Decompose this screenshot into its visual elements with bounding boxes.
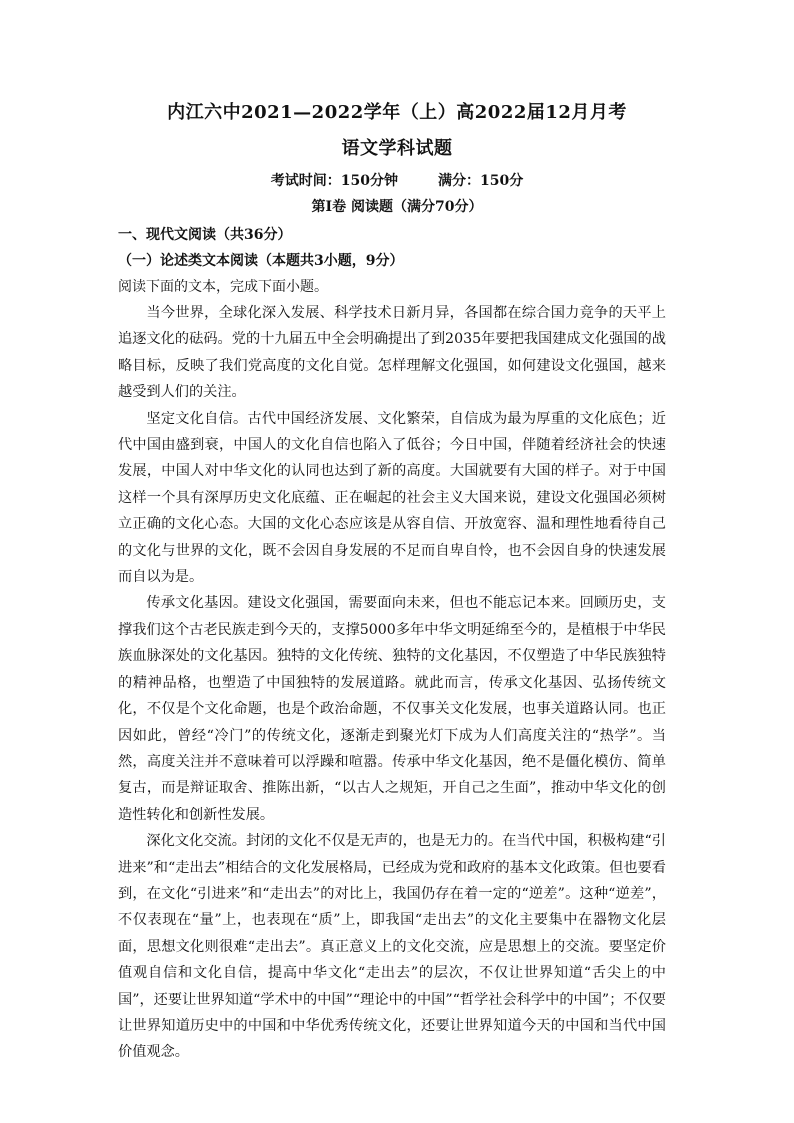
paragraph: 传承文化基因。建设文化强国，需要面向未来，但也不能忘记本来。回顾历史，支撑我们这个古老民族走到今天的，支撑5000多年中华文明延绵至今的，是植根于中华民族血脉深处的文化基因。独特的文化传统、独特的文化基因，不仅塑造了中华民族独特的精神品格，也塑造了中国独特的发展道路。就此而言，传承文化基因、弘扬传统文化，不仅是个文化命题，也是个政治命题，不仅事关文化发展，也事关道路认同。也正因如此，曾经“冷门”的传统文化，逐渐走到聚光灯下成为人们高度关注的“热学”。当然，高度关注并不意味着可以浮躁和喧嚣。传承中华文化基因，绝不是僵化模仿、简单复古，而是辩证取舍、推陈出新，“以古人之规矩，开自己之生面”，推动中华文化的创造性转化和创新性发展。 — [118, 595, 666, 823]
section-heading: 一、现代文阅读（共36分） — [118, 227, 292, 243]
passage-body — [118, 300, 666, 1066]
section-subheading: （一）论述类文本阅读（本题共3小题，9分） — [118, 253, 404, 269]
paragraph: 坚定文化自信。古代中国经济发展、文化繁荣，自信成为最为厚重的文化底色；近代中国由盛到衰，中国人的文化自信也陷入了低谷；今日中国，伴随着经济社会的快速发展，中国人对中华文化的认同也达到了新的高度。大国就要有大国的样子。对于中国这样一个具有深厚历史文化底蕴、正在崛起的社会主义大国来说，建设文化强国必须树立正确的文化心态。大国的文化心态应该是从容自信、开放宽容、温和理性地看待自己的文化与世界的文化，既不会因自身发展的不足而自卑自怜，也不会因自身的快速发展而自以为是。 — [118, 410, 666, 586]
exam-subtitle: 语文学科试题 — [341, 138, 453, 159]
paragraph: 深化文化交流。封闭的文化不仅是无声的，也是无力的。在当代中国，积极构建“引进来”和“走出去”相结合的文化发展格局，已经成为党和政府的基本文化政策。但也要看到，在文化“引进来”和“走出去”的对比上，我国仍存在着一定的“逆差”。这种“逆差”，不仅表现在“量”上，也表现在“质”上，即我国“走出去”的文化主要集中在器物文化层面，思想文化则很难“走出去”。真正意义上的文化交流，应是思想上的交流。要坚定价值观自信和文化自信，提高中华文化“走出去”的层次，不仅让世界知道“舌尖上的中国”，还要让世界知道“学术中的中国”“理论中的中国”“哲学社会科学中的中国”；不仅要让世界知道历史中的中国和中华优秀传统文化，还要让世界知道今天的中国和当代中国价值观念。 — [118, 833, 666, 1061]
paragraph: 当今世界，全球化深入发展、科学技术日新月异，各国都在综合国力竞争的天平上追逐文化的砝码。党的十九届五中全会明确提出了到2035年要把我国建成文化强国的战略目标，反映了我们党高度的文化自觉。怎样理解文化强国，如何建设文化强国，越来越受到人们的关注。 — [118, 305, 666, 401]
exam-title: 内江六中2021—2022学年（上）高2022届12月月考 — [167, 102, 627, 123]
reading-instruction: 阅读下面的文本，完成下面小题。 — [118, 279, 328, 295]
exam-meta — [0, 170, 794, 190]
part-title: 第Ⅰ卷 阅读题（满分70分） — [311, 199, 483, 215]
full-score: 满分：150分 — [438, 173, 524, 189]
exam-time: 考试时间：150分钟 — [270, 173, 398, 189]
